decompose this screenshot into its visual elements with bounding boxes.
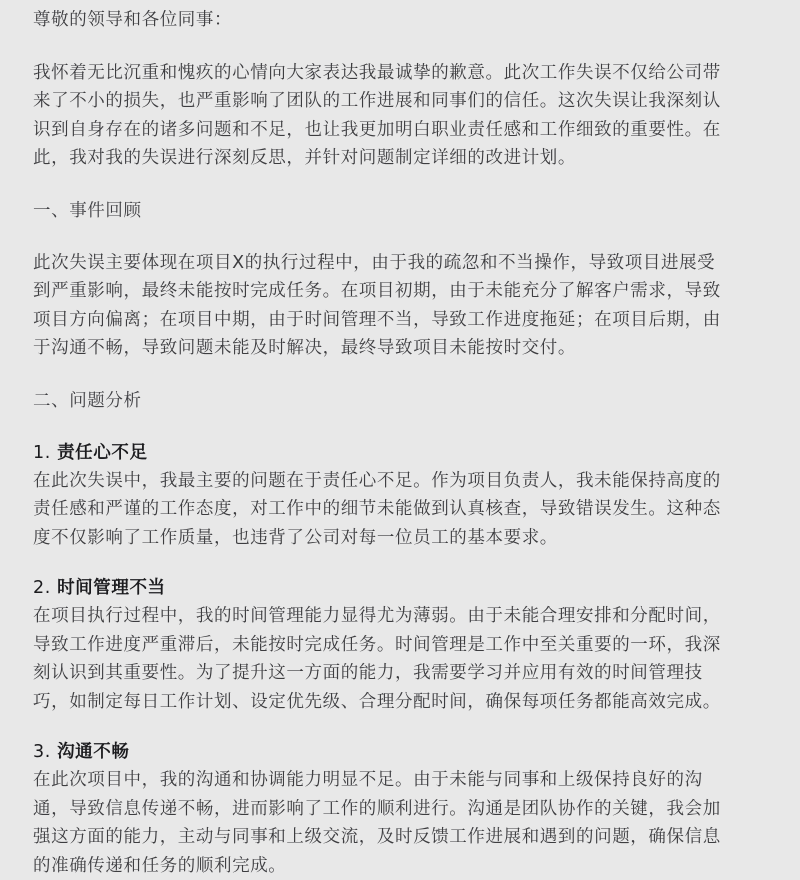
event-review-paragraph <box>33 249 713 363</box>
salutation: 尊敬的领导和各位同事： <box>33 6 713 35</box>
item-number: 1. <box>33 443 57 463</box>
item-heading <box>33 439 713 467</box>
paragraph-line: 项目方向偏离；在项目中期，由于时间管理不当，导致工作进度拖延；在项目后期，由 <box>33 306 713 335</box>
paragraph-line: 此次失误主要体现在项目X的执行过程中，由于我的疏忽和不当操作，导致项目进展受 <box>33 249 713 278</box>
spacer <box>33 173 713 197</box>
item-heading <box>33 574 713 602</box>
analysis-item-communication <box>33 738 713 880</box>
paragraph-line: 的准确传递和任务的顺利完成。 <box>33 852 713 880</box>
paragraph-line: 在此次失误中，我最主要的问题在于责任心不足。作为项目负责人，我未能保持高度的 <box>33 467 713 496</box>
paragraph-line: 到严重影响，最终未能按时完成任务。在项目初期，由于未能充分了解客户需求，导致 <box>33 277 713 306</box>
paragraph-line: 巧，如制定每日工作计划、设定优先级、合理分配时间，确保每项任务都能高效完成。 <box>33 688 713 717</box>
paragraph-line: 此，我对我的失误进行深刻反思，并针对问题制定详细的改进计划。 <box>33 144 713 173</box>
item-title: 沟通不畅 <box>57 742 129 762</box>
spacer <box>33 415 713 439</box>
item-number: 2. <box>33 578 57 598</box>
spacer <box>33 35 713 59</box>
paragraph-line: 识到自身存在的诸多问题和不足，也让我更加明白职业责任感和工作细致的重要性。在 <box>33 116 713 145</box>
analysis-item-time-management <box>33 574 713 716</box>
paragraph-line: 于沟通不畅，导致问题未能及时解决，最终导致项目未能按时交付。 <box>33 334 713 363</box>
paragraph-line: 我怀着无比沉重和愧疚的心情向大家表达我最诚挚的歉意。此次工作失误不仅给公司带 <box>33 59 713 88</box>
spacer <box>33 716 713 738</box>
paragraph-line: 来了不小的损失，也严重影响了团队的工作进展和同事们的信任。这次失误让我深刻认 <box>33 87 713 116</box>
paragraph-line: 度不仅影响了工作质量，也违背了公司对每一位员工的基本要求。 <box>33 524 713 553</box>
section-title-problem-analysis: 二、问题分析 <box>33 387 713 415</box>
item-title: 责任心不足 <box>57 443 148 463</box>
paragraph-line: 导致工作进度严重滞后，未能按时完成任务。时间管理是工作中至关重要的一环，我深 <box>33 631 713 660</box>
item-title: 时间管理不当 <box>57 578 166 598</box>
spacer <box>33 225 713 249</box>
paragraph-line: 责任感和严谨的工作态度，对工作中的细节未能做到认真核查，导致错误发生。这种态 <box>33 495 713 524</box>
intro-paragraph <box>33 59 713 173</box>
item-heading <box>33 738 713 766</box>
section-title-event-review: 一、事件回顾 <box>33 197 713 225</box>
paragraph-line: 强这方面的能力，主动与同事和上级交流，及时反馈工作进展和遇到的问题，确保信息 <box>33 823 713 852</box>
paragraph-line: 通，导致信息传递不畅，进而影响了工作的顺利进行。沟通是团队协作的关键，我会加 <box>33 795 713 824</box>
paragraph-line: 在此次项目中，我的沟通和协调能力明显不足。由于未能与同事和上级保持良好的沟 <box>33 766 713 795</box>
spacer <box>33 363 713 387</box>
item-number: 3. <box>33 742 57 762</box>
analysis-item-responsibility <box>33 439 713 553</box>
paragraph-line: 在项目执行过程中，我的时间管理能力显得尤为薄弱。由于未能合理安排和分配时间， <box>33 602 713 631</box>
paragraph-line: 刻认识到其重要性。为了提升这一方面的能力，我需要学习并应用有效的时间管理技 <box>33 659 713 688</box>
spacer <box>33 552 713 574</box>
